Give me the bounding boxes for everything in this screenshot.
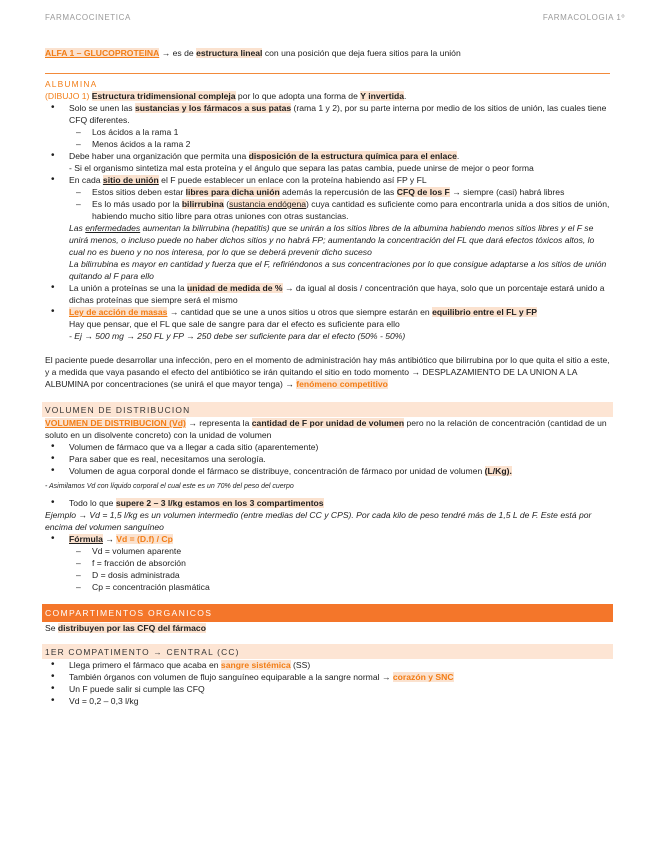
alfa-line	[45, 47, 610, 59]
sub-list-item: – Cp = concentración plasmática	[45, 581, 610, 593]
albumina-heading: ALBUMINA	[45, 79, 98, 89]
vb3-text: Volumen de agua corporal donde el fármaco se distribuye, concentración de fármaco por unidad de volumen	[69, 466, 485, 476]
italic-paragraph	[45, 222, 610, 258]
list-item	[45, 533, 610, 545]
b3-rest: el F puede establecer un enlace con la proteína habiendo así FP y FL	[158, 175, 427, 185]
sub-list-item: – D = dosis administrada	[45, 569, 610, 581]
para-highlight: fenómeno competitivo	[296, 379, 388, 389]
b4-text: La unión a proteínas se una la	[69, 283, 188, 293]
d3-highlight: libres para dicha unión	[185, 187, 280, 197]
it1-text: Las	[69, 223, 86, 233]
sub-list-item	[45, 198, 610, 222]
list-item: • Un F puede salir si cumple las CFQ	[45, 683, 610, 695]
formula-arrow: →	[102, 534, 117, 544]
b1-rest: (rama 1 y 2), por su parte interna por medio de los sitios de unión, las cuales tiene CFQ diferentes.	[69, 103, 607, 125]
list-item: • Vd = 0,2 – 0,3 l/kg	[45, 695, 610, 707]
list-item	[45, 174, 610, 186]
volumen-def-text: → representa la	[185, 418, 252, 428]
vb3-highlight: (L/Kg).	[484, 466, 512, 476]
list-item	[45, 671, 610, 683]
d3-text: Estos sitios deben estar	[92, 187, 186, 197]
cb2-text: También órganos con volumen de flujo sanguíneo equiparable a la sangre normal →	[69, 672, 393, 682]
list-item	[45, 306, 610, 318]
volumen-def-rest: pero no la relación de concentración (cantidad de un soluto en un disolvente concreto) con la unidad de volumen	[45, 418, 607, 440]
list-item	[45, 150, 610, 162]
comp-highlight: distribuyen por las CFQ del fármaco	[57, 623, 206, 633]
note-text: - Si el organismo sintetiza mal esta proteína y el ángulo que separa las patas cambia, puede unirse de mejor o peor forma	[69, 163, 534, 173]
d3-text-2: además la repercusión de las	[279, 187, 397, 197]
competition-paragraph	[45, 354, 610, 390]
it1-rest: aumentan la bilirrubina (hepatitis) que se unirán a los sitios libres de la albumina habiendo menos sitios libres y el F se unirá menos, o incluso puede no haber dichos sitios y no habrá FP; aumentando la concentración del FL que dará efectos tóxicos altos, lo cual no es bueno y no nos interesa, por lo que se deberá prevenir dicho suceso	[69, 223, 595, 257]
d4-text: Es lo más usado por la	[92, 199, 182, 209]
list-item: • Para saber que es real, necesitamos una serología.	[45, 453, 610, 465]
italic-paragraph: La bilirrubina es mayor en cantidad y fuerza que el F, refiriéndonos a sus concentraciones por lo que consigue adaptarse a los sitios de unión quitando al F para ello	[69, 259, 607, 281]
volumen-definition	[45, 417, 610, 441]
b2-highlight: disposición de la estructura química para el enlace	[248, 151, 457, 161]
sub-list-item	[45, 186, 610, 198]
volumen-def-highlight: cantidad de F por unidad de volumen	[251, 418, 405, 428]
list-item	[45, 102, 610, 126]
formula-label: Fórmula	[69, 534, 103, 544]
b3-highlight: sitio de unión	[102, 175, 159, 185]
albumina-structure-rest: por lo que adopta una forma de	[235, 91, 361, 101]
b2-rest: .	[456, 151, 460, 161]
alfa-rest: con una posición que deja fuera sitios para la unión	[262, 48, 461, 58]
d4-rest: ) cuya cantidad es suficiente como para encontrarla unida a dos sitios de unión, habiendo mucho sitio libre para otras uniones con otras sustancias.	[92, 199, 610, 221]
b5-text: → cantidad que se une a unos sitios u otros que siempre estarán en	[167, 307, 433, 317]
albumina-dot: .	[404, 91, 407, 101]
albumina-structure: Estructura tridimensional compleja	[91, 91, 236, 101]
b1-text: Solo se unen las	[69, 103, 135, 113]
b4-highlight: unidad de medida de %	[187, 283, 283, 293]
cb2-highlight: corazón y SNC	[392, 672, 454, 682]
b3-text: En cada	[69, 175, 103, 185]
b2-text: Debe haber una organización que permita una	[69, 151, 249, 161]
it1-underlined: enfermedades	[85, 223, 141, 233]
sub-list-item: – Vd = volumen aparente	[45, 545, 610, 557]
d4-text-2: (	[223, 199, 230, 209]
list-item	[45, 659, 610, 671]
b4-rest: → da igual al dosis / concentración que haya, solo que un porcentaje estará unido a dichas proteínas que siempre será el mismo	[69, 283, 605, 305]
section-divider	[45, 73, 610, 74]
alfa-term: ALFA 1 – GLUCOPROTEINA	[45, 48, 160, 58]
alfa-structure: estructura lineal	[196, 48, 263, 58]
vb4-highlight: supere 2 – 3 l/kg estamos en los 3 compartimentos	[115, 498, 324, 508]
dibujo-ref: (DIBUJO 1)	[45, 91, 90, 101]
vb4-text: Todo lo que	[69, 498, 116, 508]
header-right: FARMACOLOGIA 1º	[542, 13, 625, 22]
para-text: El paciente puede desarrollar una infección, pero en el momento de administración hay más antibiótico que bilirrubina por lo que quita el sitio a este, y a medida que vaya pasando el efecto del antibiótico se irán quitando el sitio en todo momento → DESPLAZAMIENTO DE LA UNION A LA ALBUMINA por concentraciones (se unirá el que mayor tenga) →	[45, 355, 610, 389]
cb1-text: Llega primero el fármaco que acaba en	[69, 660, 221, 670]
volumen-example: Ejemplo → Vd = 1,5 l/kg es un volumen intermedio (entre medias del CC y CPS). Por cada kilo de peso tendré más de 1,5 L de F. Este está por encima del volumen sanguíneo	[45, 510, 592, 532]
alfa-arrow-text: → es de	[159, 48, 197, 58]
cb1-highlight: sangre sistémica	[220, 660, 291, 670]
sub-list-item: – f = fracción de absorción	[45, 557, 610, 569]
b1-highlight: sustancias y los fármacos a sus patas	[134, 103, 292, 113]
d4-highlight: bilirrubina	[181, 199, 224, 209]
volumen-note: - Asimilamos Vd con líquido corporal el cual este es un 70% del peso del cuerpo	[45, 483, 294, 490]
volumen-term: VOLUMEN DE DISTRIBUCION (Vd)	[45, 418, 186, 428]
b5-highlight: Ley de acción de masas	[69, 307, 168, 317]
d4-underlined: sustancia endógena	[229, 199, 307, 209]
document-body	[45, 47, 610, 707]
example-text: - Ej → 500 mg → 250 FL y FP → 250 debe ser suficiente para dar el efecto (50% - 50%)	[69, 331, 406, 341]
list-item	[45, 465, 610, 477]
list-item	[45, 497, 610, 509]
comp-text: Se	[45, 623, 58, 633]
list-item	[45, 282, 610, 306]
volumen-heading: VOLUMEN DE DISTRIBUCION	[42, 402, 613, 417]
d3-highlight-2: CFQ de los F	[396, 187, 450, 197]
note-text: Hay que pensar, que el FL que sale de sangre para dar el efecto es suficiente para ello	[69, 319, 400, 329]
compartimentos-line	[45, 622, 610, 634]
albumina-structure-line	[45, 90, 610, 102]
cb1-rest: (SS)	[290, 660, 311, 670]
formula-value: Vd = (D.f) / Cp	[116, 534, 173, 544]
central-heading: 1ER COMPATIMENTO → CENTRAL (CC)	[42, 644, 613, 659]
sub-list-item: – Los ácidos a la rama 1	[45, 126, 610, 138]
y-invertida: Y invertida	[360, 91, 405, 101]
d3-rest: → siempre (casi) habrá libres	[449, 187, 565, 197]
sub-list-item: – Menos ácidos a la rama 2	[45, 138, 610, 150]
compartimentos-heading: COMPARTIMENTOS ORGANICOS	[42, 604, 613, 622]
header-left: FARMACOCINETICA	[45, 13, 131, 22]
b5-highlight-2: equilibrio entre el FL y FP	[432, 307, 537, 317]
list-item: • Volumen de fármaco que va a llegar a cada sitio (aparentemente)	[45, 441, 610, 453]
